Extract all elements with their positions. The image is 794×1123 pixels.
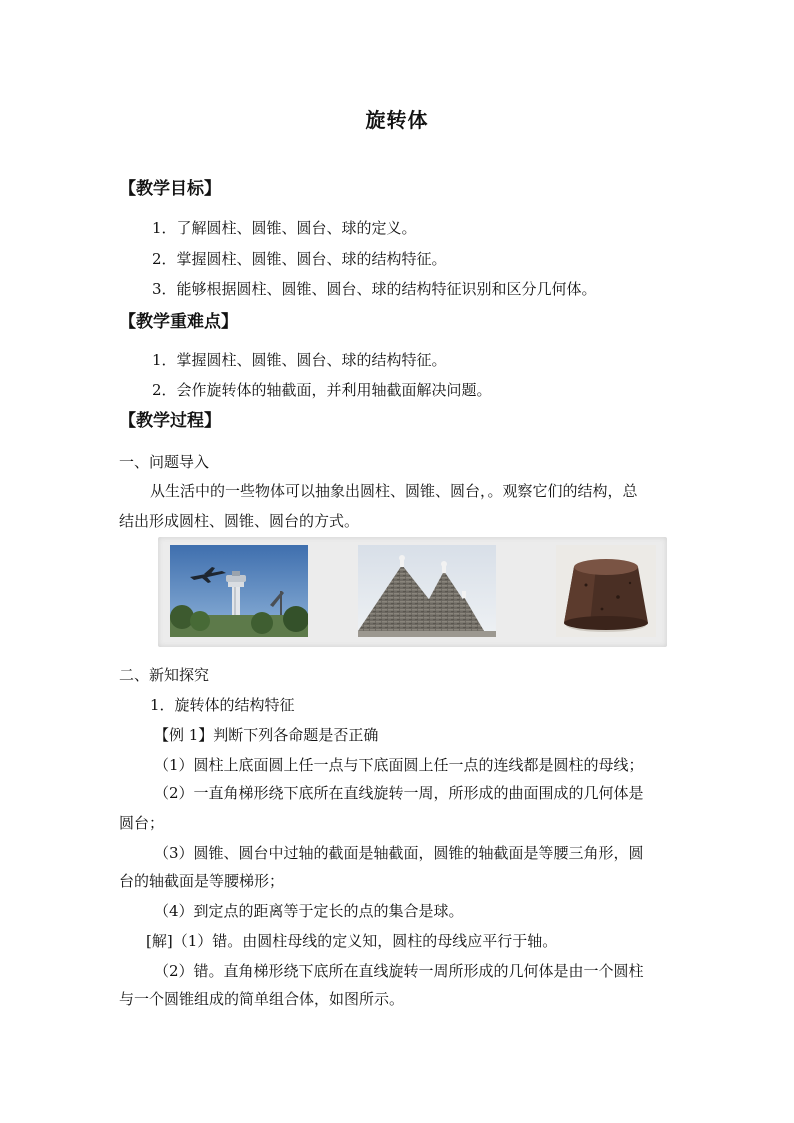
proposition-line: 台的轴截面是等腰梯形； [119,872,285,890]
photo-strip [158,537,667,647]
proposition-line: （2）一直角梯形绕下底所在直线旋转一周，所形成的曲面围成的几何体是 [154,784,644,802]
keypoint-item: 2．会作旋转体的轴截面，并利用轴截面解决问题。 [152,381,492,399]
process-heading: 【教学过程】 [119,411,221,431]
page-title: 旋转体 [365,108,429,132]
objective-item: 2．掌握圆柱、圆锥、圆台、球的结构特征。 [152,250,447,268]
example-title: 【例 1】判断下列各命题是否正确 [154,726,379,744]
paragraph-line: 结出形成圆柱、圆锥、圆台的方式。 [119,512,360,530]
answer-line: （2）错。直角梯形绕下底所在直线旋转一周所形成的几何体是由一个圆柱 [154,962,644,980]
proposition-line: （4）到定点的距离等于定长的点的集合是球。 [154,902,464,920]
proposition-line: （3）圆锥、圆台中过轴的截面是轴截面，圆锥的轴截面是等腰三角形，圆 [154,844,644,862]
proposition-line: 圆台； [119,814,165,832]
objective-item: 3．能够根据圆柱、圆锥、圆台、球的结构特征识别和区分几何体。 [152,280,597,298]
trulli-roofs-photo [358,545,496,637]
answer-line: [解]（1）错。由圆柱母线的定义知，圆柱的母线应平行于轴。 [146,932,558,950]
objectives-heading: 【教学目标】 [119,179,221,199]
proposition-line: （1）圆柱上底面圆上任一点与下底面圆上任一点的连线都是圆柱的母线； [154,756,644,774]
cork-frustum-photo [556,545,656,637]
section-title: 二、新知探究 [119,666,210,684]
paragraph-line: 从生活中的一些物体可以抽象出圆柱、圆锥、圆台，。观察它们的结构，总 [150,482,638,500]
objective-item: 1．了解圆柱、圆锥、圆台、球的定义。 [152,219,417,237]
keypoints-heading: 【教学重难点】 [119,312,238,332]
subsection-title: 1．旋转体的结构特征 [150,696,295,714]
tower-photo [170,545,308,637]
answer-line: 与一个圆锥组成的简单组合体，如图所示。 [119,990,405,1008]
section-title: 一、问题导入 [119,453,210,471]
keypoint-item: 1．掌握圆柱、圆锥、圆台、球的结构特征。 [152,351,447,369]
